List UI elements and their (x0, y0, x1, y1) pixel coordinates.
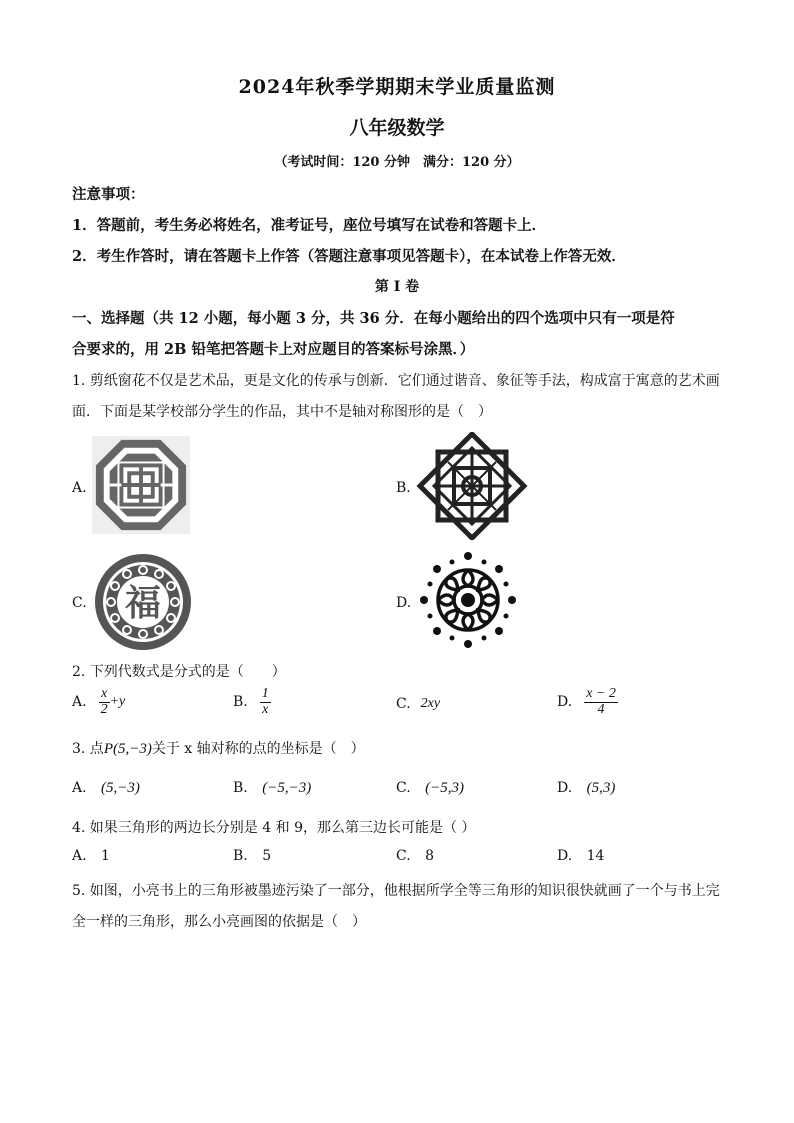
q2-option-b-fraction (260, 687, 271, 717)
q2-d-numerator: x − 2 (586, 686, 616, 701)
q3-stem (72, 738, 365, 758)
q2-a-numerator: x (99, 687, 110, 703)
q3-option-b-value: (−5,−3) (262, 780, 312, 796)
q4-option-a (72, 848, 110, 864)
q4-stem: 4. 如果三角形的两边长分别是 4 和 9，那么第三边长可能是（ ） (72, 820, 476, 836)
q1-stem-line-1: 1. 剪纸窗花不仅是艺术品，更是文化的传承与创新．它们通过谐音、象征等手法，构成富于寓意的艺术画 (72, 373, 720, 389)
q3-option-a (72, 780, 140, 797)
q5-stem-line-1: 5. 如图，小亮书上的三角形被墨迹污染了一部分，他根据所学全等三角形的知识很快就画了一个与书上完 (72, 883, 720, 899)
q2-option-b-label: B. (233, 694, 248, 711)
q4-option-b-label: B. (233, 848, 248, 864)
q4-option-d-value: 14 (586, 848, 605, 864)
q3-stem-post: 关于 x 轴对称的点的坐标是（ ） (151, 741, 365, 757)
q3-option-b-label: B. (233, 780, 248, 796)
q1-option-a-figure (92, 436, 190, 534)
q1-option-c-label: C. (72, 595, 87, 611)
notice-item-1: 1．答题前，考生务必将姓名，准考证号，座位号填写在试卷和答题卡上． (72, 217, 547, 234)
notice-item-2: 2．考生作答时，请在答题卡上作答（答题注意事项见答题卡），在本试卷上作答无效． (72, 248, 626, 265)
q4-option-c-label: C. (396, 848, 411, 864)
q2-b-denominator: x (262, 701, 269, 717)
q3-option-c (396, 780, 464, 797)
q1-option-d-figure (418, 550, 518, 650)
q4-option-c-value: 8 (425, 848, 435, 864)
q1-option-b-figure (416, 432, 528, 540)
notice-heading: 注意事项： (72, 186, 145, 203)
q2-b-numerator: 1 (261, 686, 269, 701)
q1-option-b-label: B. (396, 480, 411, 496)
q3-option-a-value: (5,−3) (101, 780, 140, 796)
volume-heading: 第 I 卷 (374, 279, 420, 295)
q2-option-c-label: C. (396, 696, 411, 712)
q2-c-expression: 2xy (420, 696, 441, 711)
q2-option-a-label: A. (72, 694, 87, 711)
q1-option-a-label: A. (72, 480, 87, 496)
q4-option-d-label: D. (557, 848, 573, 864)
q2-d-denominator: 4 (597, 701, 605, 717)
q4-option-d (557, 848, 604, 864)
q3-point: P(5,−3) (103, 741, 152, 757)
q3-option-d (557, 780, 615, 797)
q3-option-a-label: A. (72, 780, 87, 796)
q2-option-d-label: D. (557, 694, 573, 711)
q3-option-d-value: (5,3) (586, 780, 616, 796)
q1-stem-line-2: 面．下面是某学校部分学生的作品，其中不是轴对称图形的是（ ） (72, 404, 492, 420)
fu-character: 福 (124, 583, 162, 624)
q2-option-b (233, 687, 271, 717)
q2-a-denominator: 2 (100, 701, 108, 717)
q4-option-b-value: 5 (262, 848, 272, 864)
q4-option-a-label: A. (72, 848, 87, 864)
q2-option-a (72, 687, 125, 717)
q2-option-c (396, 696, 440, 712)
q2-option-a-fraction (99, 687, 110, 717)
q5-stem-line-2: 全一样的三角形，那么小亮画图的依据是（ ） (72, 914, 366, 930)
q2-option-d (557, 687, 618, 717)
q2-stem: 2. 下列代数式是分式的是（ ） (72, 664, 286, 680)
q1-option-c-figure (93, 552, 193, 652)
q3-stem-pre: 3. 点 (72, 741, 104, 757)
exam-time-info: （考试时间：120 分钟 满分：120 分） (274, 155, 520, 170)
q4-option-c (396, 848, 434, 864)
q4-option-b (233, 848, 271, 864)
q3-option-c-label: C. (396, 780, 411, 796)
q3-option-d-label: D. (557, 780, 573, 796)
section-intro-line-1: 一、选择题（共 12 小题，每小题 3 分，共 36 分．在每小题给出的四个选项中只有一项是符 (72, 310, 675, 327)
q2-a-tail: +y (109, 694, 126, 710)
q3-option-b (233, 780, 311, 797)
section-intro-line-2: 合要求的，用 2B 铅笔把答题卡上对应题目的答案标号涂黑．） (72, 341, 475, 358)
q1-option-d-label: D. (396, 595, 412, 611)
q4-option-a-value: 1 (101, 848, 110, 864)
subject-title: 八年级数学 (349, 117, 445, 139)
exam-title: 2024年秋季学期期末学业质量监测 (238, 76, 556, 98)
q3-option-c-value: (−5,3) (425, 780, 464, 796)
q2-option-d-fraction (584, 687, 618, 717)
